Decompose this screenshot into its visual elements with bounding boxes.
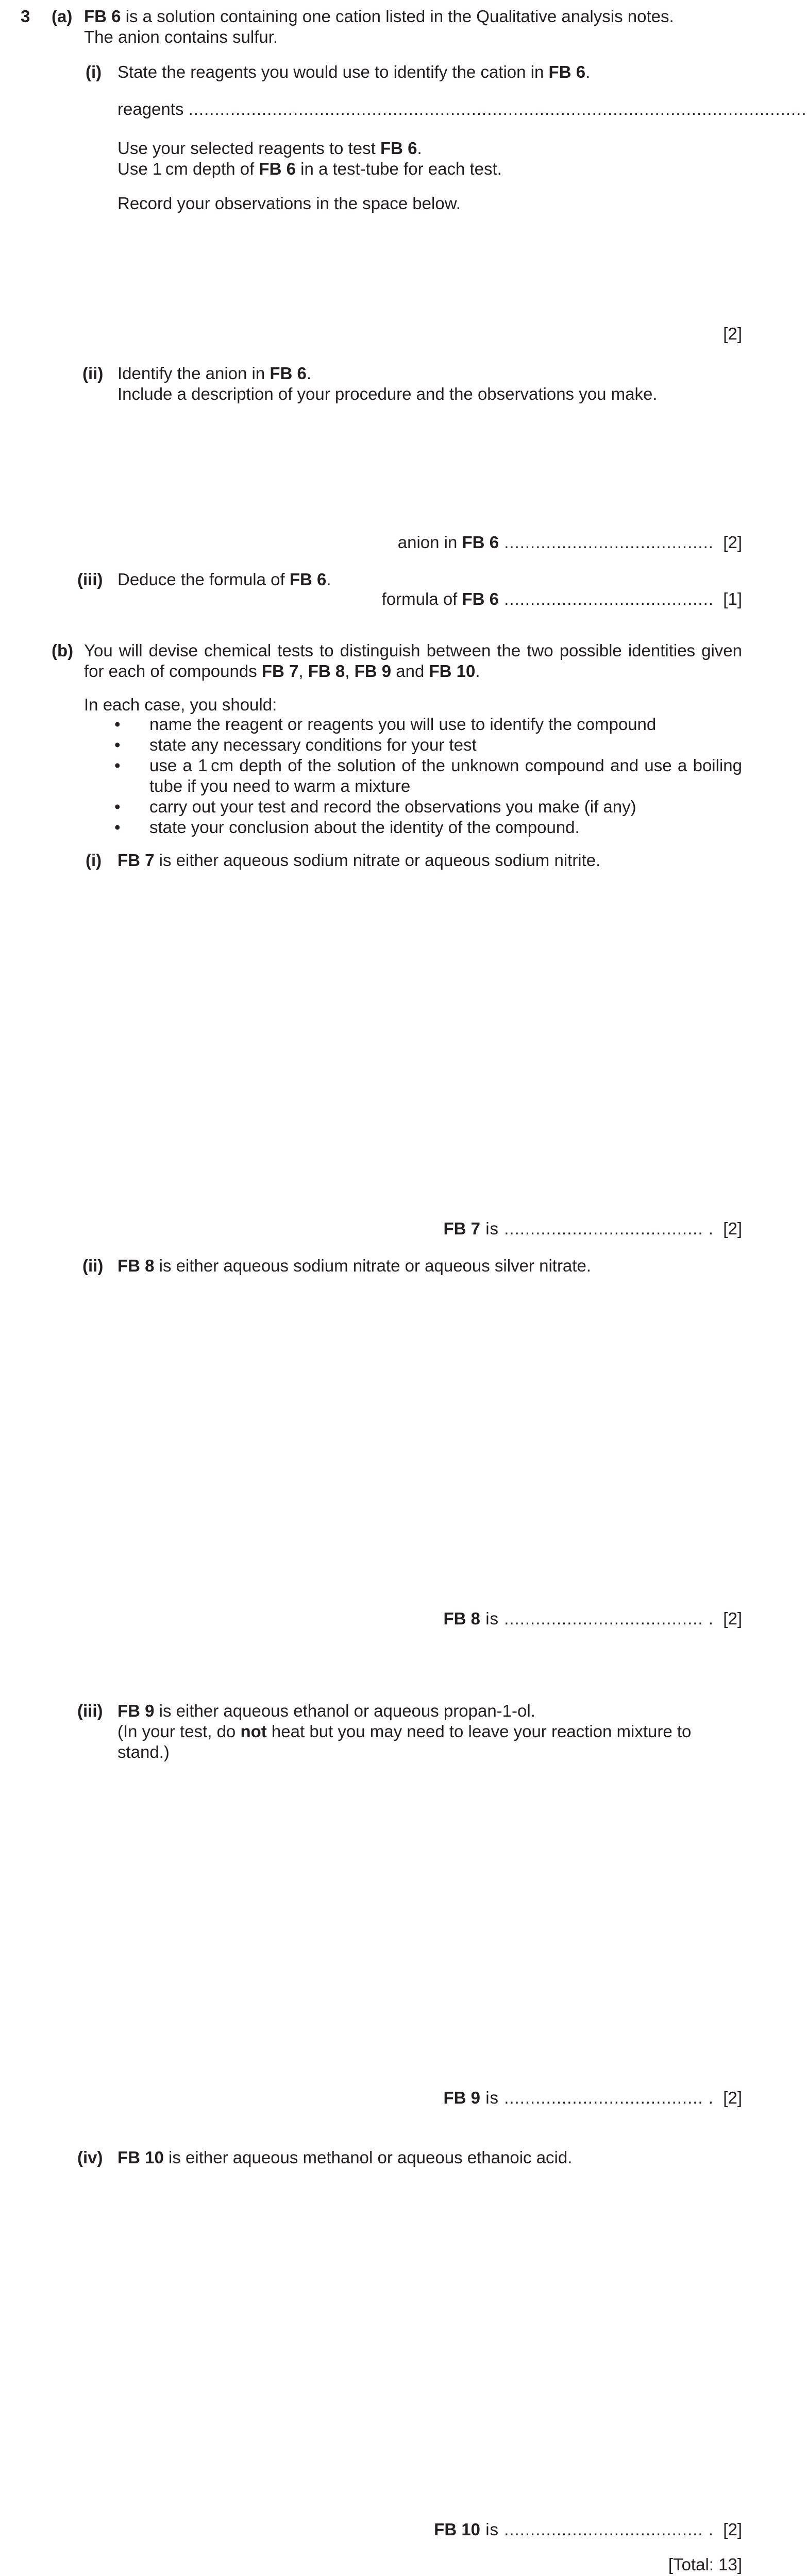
part-b-ii-label: (ii) — [82, 1256, 104, 1275]
fb9-answer-line[interactable]: FB 9 is ...................................... . [2] — [443, 2088, 742, 2107]
part-b-i-label: (i) — [86, 851, 102, 870]
part-b-intro: You will devise chemical tests to distinguish between the two possible identities given for each of compounds FB 7, FB 8, FB 9 and FB 10. — [84, 641, 742, 681]
question-number: 3 — [21, 7, 30, 26]
part-b-iii-label: (iii) — [77, 1701, 103, 1720]
part-a-iii-question: Deduce the formula of FB 6. — [117, 570, 331, 589]
reagents-answer-line[interactable] — [117, 99, 807, 120]
reagents-dots: ...................................................................................................................... — [188, 99, 807, 118]
part-a-i-record: Record your observations in the space below. — [117, 194, 461, 213]
observation-space-b-iii[interactable] — [117, 1752, 736, 2071]
observation-space-b-iv[interactable] — [117, 2179, 736, 2504]
observation-space-b-i[interactable] — [117, 881, 736, 1200]
part-a-intro-text: is a solution containing one cation listed in the Qualitative analysis notes. — [121, 7, 674, 26]
list-item: • carry out your test and record the observations you make (if any) — [114, 797, 636, 816]
anion-answer-line[interactable]: anion in FB 6 ........................................ [2] — [397, 533, 742, 552]
part-a-i-instructions: Use your selected reagents to test FB 6. Use 1 cm depth of FB 6 in a test-tube for each test. — [117, 139, 502, 178]
part-b-ii-marks: [2] — [723, 1609, 742, 1628]
part-a-iii-marks: [1] — [723, 589, 742, 608]
part-b-iii-marks: [2] — [723, 2088, 742, 2107]
part-a-i-marks: [2] — [723, 324, 742, 343]
part-a-intro-line2: The anion contains sulfur. — [84, 27, 278, 46]
reagents-label: reagents — [117, 99, 184, 118]
part-b-iv-marks: [2] — [723, 2520, 742, 2539]
observation-space-a-i[interactable] — [117, 219, 736, 317]
list-item: • use a 1 cm depth of the solution of the unknown compound and use a boiling tube if you need to warm a mixture — [114, 756, 742, 795]
part-b-iii-question: FB 9 is either aqueous ethanol or aqueous propan-1-ol. (In your test, do not heat but you may need to leave your reaction mixture to stand.) — [117, 1701, 692, 1761]
list-item: • state your conclusion about the identity of the compound. — [114, 818, 580, 837]
part-a-ii-question: Identify the anion in FB 6. Include a description of your procedure and the observations you make. — [117, 364, 658, 403]
observation-space-a-ii[interactable] — [117, 407, 736, 520]
observation-space-b-ii[interactable] — [117, 1285, 736, 1589]
part-a-i-question: State the reagents you would use to identify the cation in FB 6. — [117, 62, 591, 81]
part-a-ii-label: (ii) — [82, 364, 104, 383]
list-item: • state any necessary conditions for your test — [114, 735, 477, 754]
total-marks: [Total: 13] — [668, 2555, 742, 2574]
part-a-label: (a) — [52, 7, 73, 26]
part-b-iv-question: FB 10 is either aqueous methanol or aqueous ethanoic acid. — [117, 2148, 573, 2167]
part-b-label: (b) — [52, 641, 74, 660]
fb7-answer-line[interactable]: FB 7 is ...................................... . [2] — [443, 1219, 742, 1238]
part-b-instructions-list — [114, 714, 742, 838]
fb6-label: FB 6 — [84, 7, 121, 26]
part-a-iii-label: (iii) — [77, 570, 103, 589]
part-b-i-question: FB 7 is either aqueous sodium nitrate or aqueous sodium nitrite. — [117, 851, 601, 870]
part-a-ii-marks: [2] — [723, 533, 742, 552]
formula-answer-line[interactable]: formula of FB 6 ........................................ [1] — [381, 589, 742, 608]
part-a-intro — [84, 6, 744, 47]
fb8-answer-line[interactable]: FB 8 is ...................................... . [2] — [443, 1609, 742, 1628]
part-b-i-marks: [2] — [723, 1219, 742, 1238]
part-b-each-case: In each case, you should: — [84, 695, 277, 714]
list-item: • name the reagent or reagents you will use to identify the compound — [114, 715, 657, 734]
fb10-answer-line[interactable]: FB 10 is ...................................... . [2] — [434, 2520, 742, 2539]
part-a-i-label: (i) — [86, 62, 102, 81]
part-b-iv-label: (iv) — [77, 2148, 103, 2167]
part-b-ii-question: FB 8 is either aqueous sodium nitrate or aqueous silver nitrate. — [117, 1256, 591, 1275]
